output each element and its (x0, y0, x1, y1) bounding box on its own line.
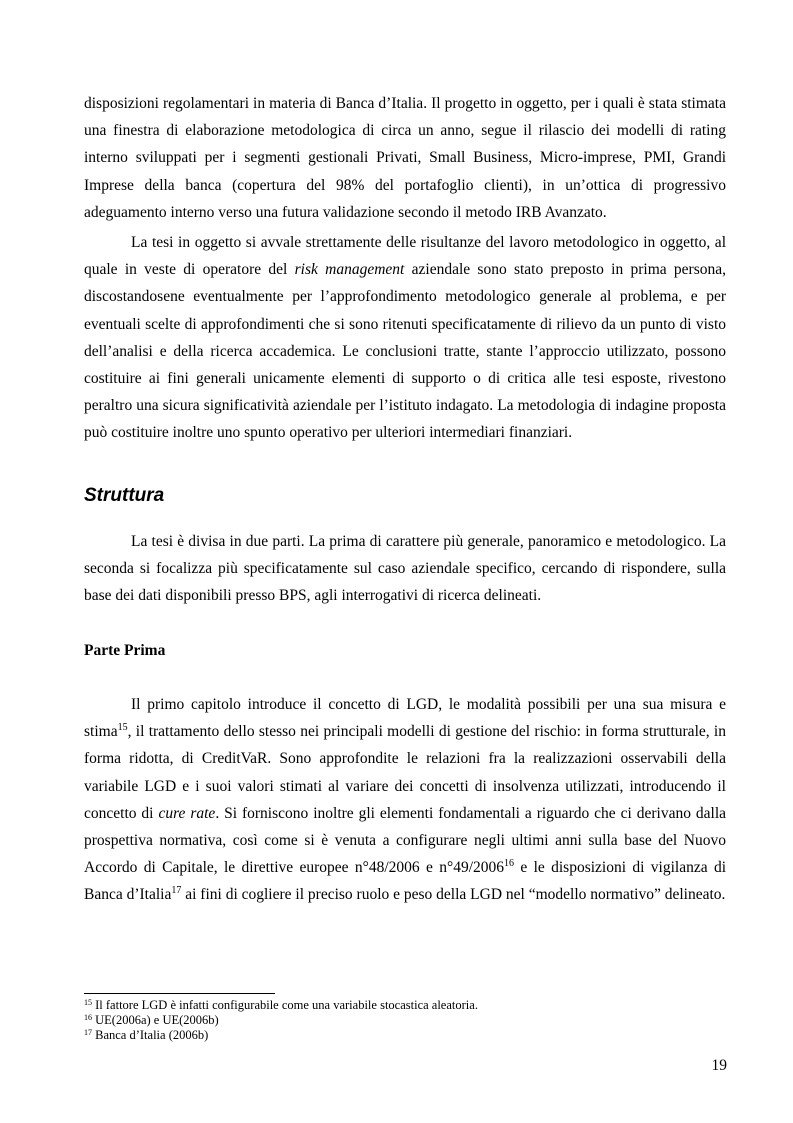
section-heading: Struttura (84, 485, 165, 506)
footnote (84, 998, 726, 1013)
paragraph-text: , il trattamento dello stesso nei principali modelli di gestione del rischio: in forma strutturale, in forma ridotta, di CreditVaR. Sono approfondite le relazioni fra la realizzazioni osservabili della variabile LGD e i suoi valori stimati al variare dei concetti di insolvenza utilizzati, introducendo il concetto di (84, 723, 726, 822)
paragraph-regulatory-context (84, 90, 726, 226)
footnote-reference: 17 (171, 885, 182, 897)
page-number: 19 (711, 1057, 727, 1074)
paragraph-structure (84, 528, 726, 610)
italic-term: risk management (294, 261, 405, 279)
paragraph-text: aziendale sono stato preposto in prima persona, discostandosene eventualmente per l’approfondimento metodologico generale al problema, e per eventuali scelte di approfondimenti che si sono ritenuti specificatamente di rilievo da un punto di visto dell’analisi e della ricerca accademica. Le conclusioni tratte, stante l’approccio utilizzato, possono costituire ai fini generali unicamente elementi di supporto o di critica alle tesi esposte, rivestono peraltro una sicura significatività aziendale per l’istituto indagato. La metodologia di indagine proposta può costituire inoltre uno spunto operativo per ulteriori intermediari finanziari. (84, 261, 727, 442)
italic-term: cure rate (158, 804, 216, 822)
footnote (84, 1028, 726, 1043)
paragraph-text: Il primo capitolo introduce il concetto di LGD, le modalità possibili per una sua misura e stima (84, 696, 726, 741)
paragraph-text: La tesi è divisa in due parti. La prima di carattere più generale, panoramico e metodologico. La seconda si focalizza più specificatamente sul caso aziendale specifico, cercando di rispondere, sulla base dei dati disponibili presso BPS, agli interrogativi di ricerca delineati. (84, 533, 726, 605)
paragraph-text: disposizioni regolamentari in materia di Banca d’Italia. Il progetto in oggetto, per i quali è stata stimata una finestra di elaborazione metodologica di circa un anno, segue il rilascio dei modelli di rating interno sviluppati per i segmenti gestionali Privati, Small Business, Micro-imprese, PMI, Grandi Imprese della banca (copertura del 98% del portafoglio clienti), in un’ottica di progressivo adeguamento interno verso una futura validazione secondo il metodo IRB Avanzato. (84, 95, 726, 221)
subsection-heading: Parte Prima (84, 642, 166, 659)
footnote-reference: 16 (504, 858, 515, 870)
paragraph-thesis-methodology (84, 229, 726, 447)
footnote-text: Il fattore LGD è infatti configurabile come una variabile stocastica aleatoria. (92, 998, 478, 1012)
paragraph-text: e le disposizioni di vigilanza di Banca d’Italia (84, 859, 727, 904)
footnote-text: Banca d’Italia (2006b) (92, 1028, 209, 1042)
paragraph-text: . Si forniscono inoltre gli elementi fondamentali a riguardo che ci derivano dalla prospettiva normativa, così come si è venuta a configurare negli ultimi anni sulla base del Nuovo Accordo di Capitale, le direttive europee n°48/2006 e n°49/2006 (84, 804, 727, 877)
footnote (84, 1013, 726, 1028)
footnotes (84, 998, 726, 1043)
footnote-divider (84, 993, 275, 994)
footnote-reference: 15 (117, 722, 128, 734)
paragraph-chapter-one (84, 691, 726, 909)
footnote-number: 17 (84, 1028, 92, 1037)
paragraph-text: ai fini di cogliere il preciso ruolo e peso della LGD nel “modello normativo” delineato. (181, 886, 726, 904)
footnote-text: UE(2006a) e UE(2006b) (92, 1013, 219, 1027)
footnote-number: 16 (84, 1013, 92, 1022)
paragraph-text: La tesi in oggetto si avvale strettamente delle risultanze del lavoro metodologico in oggetto, al quale in veste di operatore del (84, 234, 726, 279)
footnote-number: 15 (84, 998, 92, 1007)
